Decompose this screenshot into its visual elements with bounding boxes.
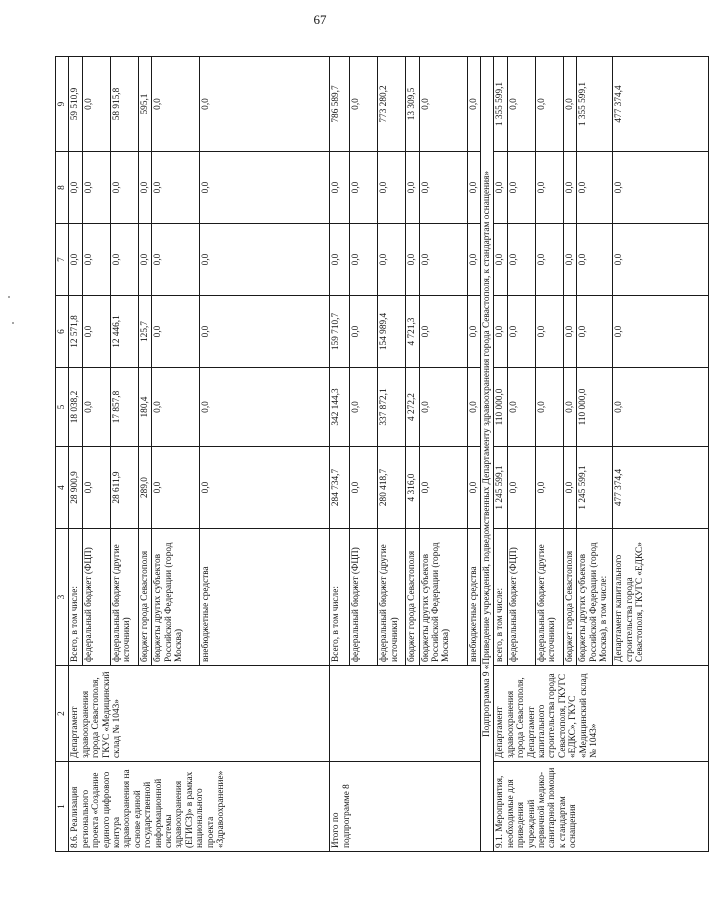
measure-name-cell: 8.6. Реализация регионального проекта «Создание единого цифрового контура здравоохранения на основе единой государственной информационной системы здравоохранения (ЕГИСЗ)» в рамках национального проекта «Здравоохранение»: [69, 762, 330, 852]
amount-cell: 154 989,4: [378, 296, 406, 368]
table-header-row: [56, 57, 69, 852]
amount-cell: 0,0: [350, 57, 378, 152]
amount-cell: 0,0: [507, 224, 535, 296]
table-row: [330, 57, 350, 852]
amount-cell: 0,0: [494, 152, 507, 224]
amount-cell: 125,7: [138, 296, 151, 368]
measure-name-cell: 9.1. Мероприятия, необходимые для приведения учреждений первичной медико-санитарной помощи к стандартам оснащения: [494, 762, 709, 852]
column-header: 5: [56, 368, 69, 447]
amount-cell: 0,0: [350, 224, 378, 296]
table-body: [69, 57, 481, 852]
executor-cell: Департамент здравоохранения города Севастополя, ГКУС «Медицинский склад № 1043»: [69, 666, 330, 762]
column-header: 3: [56, 529, 69, 666]
amount-cell: 595,1: [138, 57, 151, 152]
amount-cell: 0,0: [467, 152, 480, 224]
amount-cell: 0,0: [138, 152, 151, 224]
amount-cell: 0,0: [110, 224, 138, 296]
amount-cell: 280 418,7: [378, 447, 406, 529]
scan-speck: [8, 296, 10, 298]
amount-cell: 0,0: [200, 447, 330, 529]
amount-cell: 0,0: [152, 296, 200, 368]
amount-cell: 0,0: [82, 224, 110, 296]
column-header: 2: [56, 666, 69, 762]
amount-cell: 18 038,2: [69, 368, 82, 447]
subprogram-title: Подпрограмма 9 «Приведение учреждений, подведомственных Департаменту здравоохранения города Севастополя, к стандартам оснащения»: [481, 57, 494, 852]
amount-cell: 0,0: [152, 447, 200, 529]
table-row: [69, 57, 82, 852]
amount-cell: 0,0: [330, 152, 350, 224]
funding-source-cell: бюджеты других субъектов Российской Федерации (город Москва), в том числе:: [577, 529, 613, 666]
amount-cell: 0,0: [419, 57, 467, 152]
amount-cell: 0,0: [494, 224, 507, 296]
table-body-subprogram-9: [494, 57, 709, 852]
amount-cell: 0,0: [138, 224, 151, 296]
amount-cell: 477 374,4: [613, 57, 709, 152]
funding-source-cell: Департамент капитального строительства города Севастополя, ГКУГС «ЕДКС»: [613, 529, 709, 666]
funding-source-cell: бюджеты других субъектов Российской Федерации (город Москва): [419, 529, 467, 666]
amount-cell: 0,0: [378, 152, 406, 224]
amount-cell: 0,0: [419, 152, 467, 224]
amount-cell: 0,0: [494, 296, 507, 368]
measure-name-cell: Итого по подпрограмме 8: [330, 762, 481, 852]
funding-source-cell: федеральный бюджет (ФЦП): [82, 529, 110, 666]
amount-cell: 0,0: [152, 368, 200, 447]
amount-cell: 0,0: [577, 296, 613, 368]
amount-cell: 0,0: [563, 447, 576, 529]
funding-source-cell: федеральный бюджет (другие источники): [378, 529, 406, 666]
amount-cell: 4 272,2: [406, 368, 419, 447]
amount-cell: 1 245 599,1: [577, 447, 613, 529]
amount-cell: 0,0: [200, 368, 330, 447]
amount-cell: 0,0: [200, 57, 330, 152]
amount-cell: 0,0: [613, 296, 709, 368]
amount-cell: 0,0: [152, 57, 200, 152]
amount-cell: 0,0: [350, 368, 378, 447]
amount-cell: 0,0: [563, 152, 576, 224]
amount-cell: 0,0: [507, 447, 535, 529]
page-number: 67: [313, 12, 327, 27]
budget-table: [55, 56, 709, 852]
amount-cell: 0,0: [200, 152, 330, 224]
amount-cell: 110 000,0: [494, 368, 507, 447]
rotated-budget-table-page: [55, 57, 646, 852]
amount-cell: 0,0: [577, 152, 613, 224]
funding-source-cell: Всего, в том числе:: [330, 529, 350, 666]
amount-cell: 0,0: [613, 224, 709, 296]
amount-cell: 0,0: [613, 368, 709, 447]
amount-cell: 0,0: [82, 368, 110, 447]
amount-cell: 0,0: [82, 447, 110, 529]
amount-cell: 0,0: [535, 224, 563, 296]
table-row: [494, 57, 507, 852]
funding-source-cell: федеральный бюджет (ФЦП): [507, 529, 535, 666]
amount-cell: 0,0: [467, 224, 480, 296]
funding-source-cell: Всего, в том числе:: [69, 529, 82, 666]
amount-cell: 0,0: [507, 57, 535, 152]
amount-cell: 110 000,0: [577, 368, 613, 447]
amount-cell: 159 710,7: [330, 296, 350, 368]
amount-cell: 0,0: [200, 296, 330, 368]
amount-cell: 0,0: [419, 224, 467, 296]
column-header: 8: [56, 152, 69, 224]
amount-cell: 17 857,8: [110, 368, 138, 447]
funding-source-cell: бюджет города Севастополя: [563, 529, 576, 666]
scan-speck: [12, 322, 14, 324]
amount-cell: 12 571,8: [69, 296, 82, 368]
amount-cell: 0,0: [350, 296, 378, 368]
amount-cell: 1 245 599,1: [494, 447, 507, 529]
column-header: 1: [56, 762, 69, 852]
amount-cell: 0,0: [152, 224, 200, 296]
amount-cell: 0,0: [110, 152, 138, 224]
funding-source-cell: федеральный бюджет (другие источники): [535, 529, 563, 666]
funding-source-cell: бюджет города Севастополя: [138, 529, 151, 666]
amount-cell: 13 309,5: [406, 57, 419, 152]
amount-cell: 0,0: [467, 368, 480, 447]
funding-source-cell: внебюджетные средства: [200, 529, 330, 666]
amount-cell: 0,0: [577, 224, 613, 296]
amount-cell: 0,0: [378, 224, 406, 296]
amount-cell: 0,0: [535, 296, 563, 368]
funding-source-cell: внебюджетные средства: [467, 529, 480, 666]
amount-cell: 0,0: [467, 57, 480, 152]
amount-cell: 1 355 599,1: [577, 57, 613, 152]
amount-cell: 0,0: [507, 152, 535, 224]
amount-cell: 0,0: [330, 224, 350, 296]
amount-cell: 0,0: [82, 152, 110, 224]
amount-cell: 0,0: [350, 447, 378, 529]
amount-cell: 0,0: [563, 57, 576, 152]
amount-cell: 284 734,7: [330, 447, 350, 529]
amount-cell: 0,0: [535, 368, 563, 447]
amount-cell: 477 374,4: [613, 447, 709, 529]
amount-cell: 0,0: [563, 224, 576, 296]
amount-cell: 0,0: [406, 224, 419, 296]
amount-cell: 12 446,1: [110, 296, 138, 368]
amount-cell: 4 316,0: [406, 447, 419, 529]
amount-cell: 0,0: [535, 447, 563, 529]
column-header: 4: [56, 447, 69, 529]
amount-cell: 28 900,9: [69, 447, 82, 529]
amount-cell: 0,0: [152, 152, 200, 224]
amount-cell: 4 721,3: [406, 296, 419, 368]
amount-cell: 180,4: [138, 368, 151, 447]
amount-cell: 58 915,8: [110, 57, 138, 152]
funding-source-cell: федеральный бюджет (другие источники): [110, 529, 138, 666]
amount-cell: 0,0: [406, 152, 419, 224]
amount-cell: 0,0: [419, 447, 467, 529]
column-header: 7: [56, 224, 69, 296]
amount-cell: 0,0: [467, 296, 480, 368]
amount-cell: 0,0: [82, 296, 110, 368]
amount-cell: 0,0: [535, 152, 563, 224]
amount-cell: 0,0: [419, 296, 467, 368]
amount-cell: 59 510,9: [69, 57, 82, 152]
amount-cell: 0,0: [613, 152, 709, 224]
amount-cell: 786 589,7: [330, 57, 350, 152]
amount-cell: 289,0: [138, 447, 151, 529]
amount-cell: 0,0: [350, 152, 378, 224]
funding-source-cell: бюджет города Севастополя: [406, 529, 419, 666]
amount-cell: 342 144,3: [330, 368, 350, 447]
amount-cell: 337 872,1: [378, 368, 406, 447]
amount-cell: 0,0: [563, 296, 576, 368]
subprogram-row: [481, 57, 494, 852]
column-header: 9: [56, 57, 69, 152]
amount-cell: 0,0: [69, 224, 82, 296]
amount-cell: 0,0: [535, 57, 563, 152]
amount-cell: 1 355 599,1: [494, 57, 507, 152]
executor-cell: [330, 666, 481, 762]
amount-cell: 0,0: [419, 368, 467, 447]
funding-source-cell: всего, в том числе:: [494, 529, 507, 666]
executor-cell: Департамент здравоохранения города Севастополя, Департамент капитального строительства города Севастополя, ГКУГС «ЕДКС», ГКУС «Медицинский склад № 1043»: [494, 666, 709, 762]
amount-cell: 0,0: [467, 447, 480, 529]
amount-cell: 0,0: [507, 368, 535, 447]
amount-cell: 0,0: [563, 368, 576, 447]
funding-source-cell: бюджеты других субъектов Российской Федерации (город Москва): [152, 529, 200, 666]
amount-cell: 0,0: [507, 296, 535, 368]
amount-cell: 0,0: [200, 224, 330, 296]
amount-cell: 0,0: [69, 152, 82, 224]
amount-cell: 28 611,9: [110, 447, 138, 529]
funding-source-cell: федеральный бюджет (ФЦП): [350, 529, 378, 666]
amount-cell: 0,0: [82, 57, 110, 152]
amount-cell: 773 280,2: [378, 57, 406, 152]
column-header: 6: [56, 296, 69, 368]
